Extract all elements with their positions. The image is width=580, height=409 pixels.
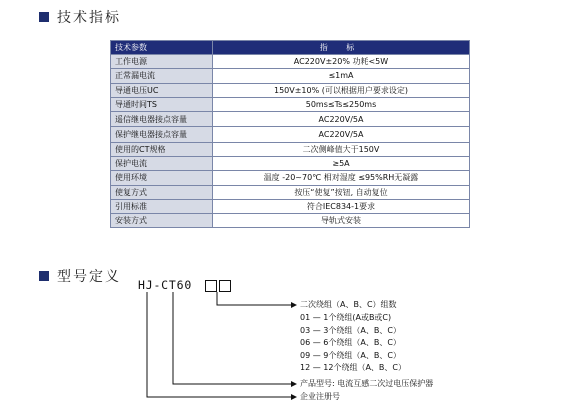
- row-value: 温度 -20~70℃ 相对湿度 ≤95%RH无凝露: [213, 171, 470, 185]
- row-value: 按压“使复”按钮, 自动复位: [213, 185, 470, 199]
- winding-option: 12 — 12个绕组（A、B、C）: [300, 363, 406, 372]
- row-label: 工作电源: [111, 55, 213, 69]
- company-text: 企业注册号: [300, 392, 340, 401]
- row-value: AC220V/5A: [213, 127, 470, 143]
- model-code: HJ-CT60: [138, 278, 193, 292]
- row-label: 安装方式: [111, 213, 213, 227]
- winding-option: 03 — 3个绕组（A、B、C）: [300, 325, 401, 335]
- row-value: ≥5A: [213, 157, 470, 171]
- connector-winding: [217, 292, 292, 305]
- row-label: 使用环境: [111, 171, 213, 185]
- winding-option: 09 — 9个绕组（A、B、C）: [300, 350, 401, 360]
- row-label: 引用标准: [111, 199, 213, 213]
- row-value: 二次侧峰值大于150V: [213, 142, 470, 156]
- winding-option: 01 — 1个绕组(A或B或C): [300, 313, 392, 322]
- row-label: 正常漏电流: [111, 69, 213, 83]
- arrow-head: [291, 302, 297, 308]
- winding-option: 06 — 6个绕组（A、B、C）: [300, 338, 401, 347]
- row-label: 导通电压UC: [111, 83, 213, 97]
- arrow-head: [291, 394, 297, 400]
- row-label: 保护继电器接点容量: [111, 127, 213, 143]
- row-value: 符合IEC834-1要求: [213, 199, 470, 213]
- connector-product: [173, 292, 292, 384]
- winding-title: 二次绕组（A、B、C）组数: [300, 300, 397, 309]
- header-param: 技术参数: [111, 41, 213, 55]
- section-title-text: 型号定义: [57, 269, 121, 285]
- row-label: 导通时间TS: [111, 97, 213, 111]
- header-spec: 指 标: [213, 41, 470, 55]
- row-value: ≤1mA: [213, 69, 470, 83]
- row-value: 50ms≤Ts≤250ms: [213, 97, 470, 111]
- section-title-text: 技术指标: [57, 10, 121, 26]
- product-type-text: 产品型号: 电流互感二次过电压保护器: [300, 379, 434, 388]
- row-label: 保护电流: [111, 157, 213, 171]
- row-label: 使用的CT规格: [111, 142, 213, 156]
- arrow-head: [291, 381, 297, 387]
- row-label: 遥信继电器接点容量: [111, 111, 213, 127]
- row-value: AC220V/5A: [213, 111, 470, 127]
- row-value: 导轨式安装: [213, 213, 470, 227]
- row-value: 150V±10% (可以根据用户要求设定): [213, 83, 470, 97]
- row-value: AC220V±20% 功耗<5W: [213, 55, 470, 69]
- connector-company: [147, 292, 292, 397]
- row-label: 使复方式: [111, 185, 213, 199]
